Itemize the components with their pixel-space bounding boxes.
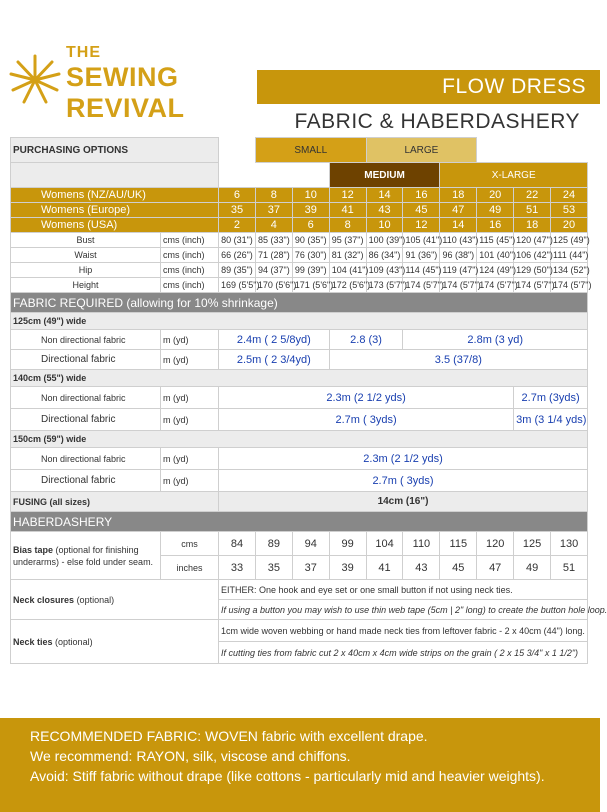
measure-value: 124 (49") [477,263,514,278]
measure-value: 174 (5'7") [514,278,551,293]
measure-unit: cms (inch) [161,278,219,293]
size-us-label: Womens (USA) [11,218,219,233]
purchasing-label: PURCHASING OPTIONS [11,138,219,163]
nondirectional-label: Non directional fabric [11,330,161,350]
size-nz: 24 [551,188,588,203]
size-eu: 43 [366,203,403,218]
measure-value: 114 (45") [403,263,440,278]
neck-closures-note: If using a button you may wish to use thin web tape (5cm | 2" long) to create the button hole loop. [219,600,588,620]
cms-label: cms [161,532,219,556]
bias-inches: 39 [329,556,366,580]
measure-value: 90 (35") [292,233,329,248]
option-small: SMALL [255,138,366,163]
size-nz: 12 [329,188,366,203]
width-125-label: 125cm (49") wide [11,313,588,330]
fabric-125-d-small: 2.5m ( 2 3/4yd) [219,350,330,370]
measure-value: 173 (5'7") [366,278,403,293]
size-eu: 39 [292,203,329,218]
bias-tape-label: Bias tape [13,544,54,555]
size-eu: 49 [477,203,514,218]
measure-value: 80 (31") [219,233,256,248]
neck-ties-cell [11,620,219,664]
bias-cms: 120 [477,532,514,556]
measure-label: Waist [11,248,161,263]
pattern-title: FLOW DRESS [257,70,600,104]
size-us: 16 [477,218,514,233]
size-us: 2 [219,218,256,233]
neck-ties-text: 1cm wide woven webbing or hand made neck ties from leftover fabric - 2 x 40cm (44") long. [219,620,588,642]
size-eu: 51 [514,203,551,218]
measure-unit: cms (inch) [161,263,219,278]
measure-value: 174 (5'7") [551,278,588,293]
size-eu: 37 [255,203,292,218]
recommend-line-2: We recommend: RAYON, silk, viscose and chiffons. [30,748,351,764]
option-xlarge: X-LARGE [440,163,588,188]
measure-value: 134 (52") [551,263,588,278]
size-us: 18 [514,218,551,233]
inches-label: inches [161,556,219,580]
measure-label: Height [11,278,161,293]
sun-icon [8,54,62,106]
measure-value: 99 (39") [292,263,329,278]
size-eu: 45 [403,203,440,218]
fabric-unit: m (yd) [161,448,219,470]
measure-value: 85 (33") [255,233,292,248]
neck-closures-opt: (optional) [76,594,115,605]
measure-value: 104 (41") [329,263,366,278]
size-nz: 10 [292,188,329,203]
bias-inches: 45 [440,556,477,580]
measure-value: 91 (36") [403,248,440,263]
fabric-125-d-large: 3.5 (37/8) [329,350,587,370]
brand-logo [8,40,253,123]
option-medium: MEDIUM [329,163,440,188]
measure-value: 96 (38") [440,248,477,263]
measure-value: 172 (5'6") [329,278,366,293]
size-nz: 22 [514,188,551,203]
measure-value: 94 (37") [255,263,292,278]
measure-value: 81 (32") [329,248,366,263]
bias-inches: 41 [366,556,403,580]
fabric-140-d-a: 2.7m ( 3yds) [219,409,514,431]
measure-value: 109 (43") [366,263,403,278]
fabric-140-d-b: 3m (3 1/4 yds) [514,409,588,431]
bias-inches: 49 [514,556,551,580]
measure-unit: cms (inch) [161,248,219,263]
fabric-unit: m (yd) [161,409,219,431]
size-nz: 14 [366,188,403,203]
option-large: LARGE [366,138,477,163]
brand-name: SEWING REVIVAL [66,62,185,123]
directional-label: Directional fabric [11,350,161,370]
size-nz: 18 [440,188,477,203]
bias-cms: 115 [440,532,477,556]
neck-ties-label: Neck ties [13,636,53,647]
size-us: 6 [292,218,329,233]
size-eu: 41 [329,203,366,218]
size-eu: 35 [219,203,256,218]
measure-value: 95 (37") [329,233,366,248]
bias-inches: 47 [477,556,514,580]
neck-ties-note: If cutting ties from fabric cut 2 x 40cm x 4cm wide strips on the grain ( 2 x 15 3/4" x 1 1/2") [219,642,588,664]
measure-value: 66 (26") [219,248,256,263]
measure-value: 71 (28") [255,248,292,263]
size-us: 14 [440,218,477,233]
measure-value: 110 (43") [440,233,477,248]
measure-value: 174 (5'7") [403,278,440,293]
size-eu: 53 [551,203,588,218]
size-nz-label: Womens (NZ/AU/UK) [11,188,219,203]
fabric-unit: m (yd) [161,470,219,492]
fabric-150-d: 2.7m ( 3yds) [219,470,588,492]
width-140-label: 140cm (55") wide [11,370,588,387]
bias-inches: 37 [292,556,329,580]
measure-value: 100 (39") [366,233,403,248]
size-us: 10 [366,218,403,233]
haberdashery-header: HABERDASHERY [11,512,588,532]
fabric-125-nd-mid: 2.8 (3) [329,330,403,350]
measure-value: 171 (5'6") [292,278,329,293]
fabric-140-nd-b: 2.7m (3yds) [514,387,588,409]
size-us: 20 [551,218,588,233]
size-nz: 6 [219,188,256,203]
size-us: 12 [403,218,440,233]
fabric-150-nd: 2.3m (2 1/2 yds) [219,448,588,470]
measure-label: Hip [11,263,161,278]
bias-inches: 35 [255,556,292,580]
directional-label: Directional fabric [11,409,161,431]
bias-cms: 125 [514,532,551,556]
neck-closures-text: EITHER: One hook and eye set or one small button if not using neck ties. [219,580,588,600]
measure-value: 115 (45") [477,233,514,248]
measure-value: 76 (30") [292,248,329,263]
bias-tape-note: (optional for finishing underarms) - else fold under seam. [13,544,154,567]
fusing-label: FUSING (all sizes) [11,492,219,512]
measure-value: 101 (40") [477,248,514,263]
bias-cms: 99 [329,532,366,556]
measure-value: 170 (5'6") [255,278,292,293]
size-eu-label: Womens (Europe) [11,203,219,218]
measure-value: 119 (47") [440,263,477,278]
neck-ties-opt: (optional) [55,636,93,647]
measure-value: 89 (35") [219,263,256,278]
neck-closures-cell [11,580,219,620]
measure-value: 120 (47") [514,233,551,248]
size-eu: 47 [440,203,477,218]
neck-closures-label: Neck closures [13,594,75,605]
nondirectional-label: Non directional fabric [11,387,161,409]
recommend-line-3: Avoid: Stiff fabric without drape (like cottons - particularly mid and heavier weights). [30,768,545,784]
measure-label: Bust [11,233,161,248]
measure-value: 129 (50") [514,263,551,278]
bias-tape-cell [11,532,161,580]
size-nz: 20 [477,188,514,203]
bias-cms: 84 [219,532,256,556]
measure-value: 125 (49") [551,233,588,248]
size-fabric-table [10,137,607,664]
bias-cms: 89 [255,532,292,556]
fabric-unit: m (yd) [161,330,219,350]
bias-cms: 110 [403,532,440,556]
size-us: 8 [329,218,366,233]
fabric-unit: m (yd) [161,350,219,370]
size-us: 4 [255,218,292,233]
bias-cms: 94 [292,532,329,556]
measure-unit: cms (inch) [161,233,219,248]
measure-value: 111 (44") [551,248,588,263]
width-150-label: 150cm (59") wide [11,431,588,448]
directional-label: Directional fabric [11,470,161,492]
fabric-140-nd-a: 2.3m (2 1/2 yds) [219,387,514,409]
bias-inches: 43 [403,556,440,580]
recommendation-panel [0,718,600,812]
bias-cms: 130 [551,532,588,556]
fabric-unit: m (yd) [161,387,219,409]
size-nz: 8 [255,188,292,203]
fabric-required-header: FABRIC REQUIRED (allowing for 10% shrinkage) [11,293,588,313]
measure-value: 169 (5'5") [219,278,256,293]
fabric-125-nd-large: 2.8m (3 yd) [403,330,588,350]
page-subtitle: FABRIC & HABERDASHERY [294,110,580,133]
brand-the: THE [66,44,101,61]
measure-value: 174 (5'7") [440,278,477,293]
bias-cms: 104 [366,532,403,556]
recommend-line-1: RECOMMENDED FABRIC: WOVEN fabric with excellent drape. [30,728,428,744]
size-nz: 16 [403,188,440,203]
bias-inches: 51 [551,556,588,580]
measure-value: 86 (34") [366,248,403,263]
measure-value: 105 (41") [403,233,440,248]
measure-value: 174 (5'7") [477,278,514,293]
fabric-125-nd-small: 2.4m ( 2 5/8yd) [219,330,330,350]
fusing-value: 14cm (16") [219,492,588,512]
nondirectional-label: Non directional fabric [11,448,161,470]
bias-inches: 33 [219,556,256,580]
measure-value: 106 (42") [514,248,551,263]
